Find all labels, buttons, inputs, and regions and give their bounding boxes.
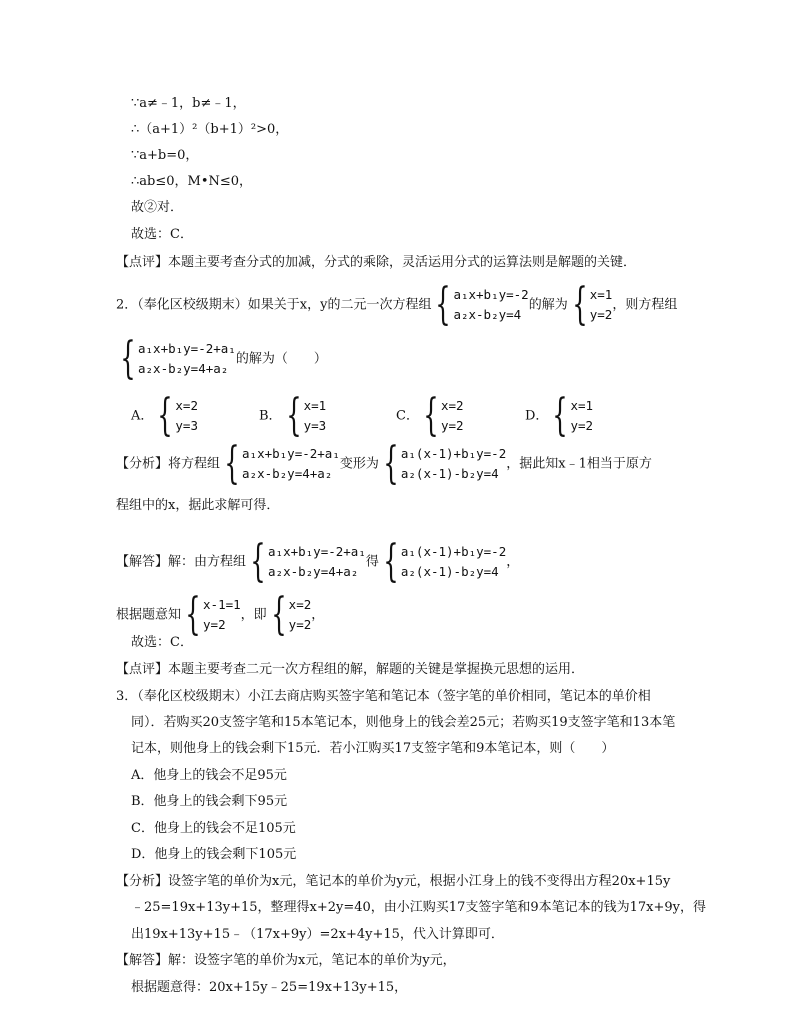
text: ，即	[240, 607, 267, 623]
equation: a₂x-b₂y=4	[453, 307, 522, 322]
analysis-line: 出19x+13y+15﹣（17x+9y）=2x+4y+15，代入计算即可．	[131, 927, 504, 942]
option-d: D． { x=1 y=2	[525, 390, 594, 441]
question-3-line: 记本，则他身上的钱会剩下15元．若小江购买17支签字笔和9本笔记本，则（ ）	[131, 741, 615, 756]
option-label: A．	[131, 408, 154, 424]
equation: x=1	[589, 287, 613, 302]
equation-system: { a₁x+b₁y=-2+a₁ a₂x-b₂y=4+a₂	[120, 333, 236, 384]
equation: x=1	[570, 398, 594, 413]
equation: a₂x-b₂y=4+a₂	[138, 361, 229, 376]
option-b: B． { x=1 y=3	[259, 390, 327, 441]
text: 根据题意知	[116, 607, 182, 623]
text-line: 故选：C．	[131, 635, 193, 650]
equation: a₂(x-1)-b₂y=4	[400, 466, 499, 481]
equation: a₂x-b₂y=4+a₂	[268, 564, 359, 579]
text: ，	[506, 554, 520, 570]
equation: x=2	[175, 398, 198, 413]
option-a: A． { x=2 y=3	[131, 390, 198, 441]
option-label: D．	[525, 408, 549, 424]
equation: y=2	[203, 617, 226, 632]
text-line: 故②对．	[131, 200, 184, 215]
text: 变形为	[339, 456, 379, 472]
equation: y=3	[303, 418, 327, 433]
text: 【分析】将方程组	[116, 456, 221, 472]
equation: a₁x+b₁y=-2	[453, 287, 529, 302]
question-3-line: 3．（奉化区校级期末）小江去商店购买签字笔和笔记本（签字笔的单价相同，笔记本的单价相	[116, 689, 651, 704]
analysis-line: ﹣25=19x+13y+15，整理得x+2y=40，由小江购买17支签字笔和9本笔记本的钱为17x+9y，得	[131, 900, 706, 915]
question-2-stem	[116, 279, 678, 330]
q2-ask: 的解为（ ）	[235, 351, 327, 367]
equation: a₂(x-1)-b₂y=4	[400, 564, 499, 579]
equation: y=2	[440, 418, 464, 433]
question-2-ask	[116, 333, 327, 384]
text-line: ∴ab≤0，M•N≤0，	[131, 174, 253, 189]
review-line: 【点评】本题主要考查二元一次方程组的解，解题的关键是掌握换元思想的运用．	[116, 662, 585, 677]
text-line: ∵a≠﹣1，b≠﹣1，	[131, 96, 246, 111]
text-line: ∴（a+1）²（b+1）²>0，	[131, 122, 289, 137]
analysis-line: 程组中的x，据此求解可得．	[116, 498, 280, 513]
equation: a₁x+b₁y=-2+a₁	[268, 544, 366, 559]
equation: a₁x+b₁y=-2+a₁	[242, 446, 340, 461]
option-c: C． { x=2 y=2	[396, 390, 464, 441]
q2-mid: 的解为	[528, 297, 568, 313]
equation: y=2	[288, 617, 312, 632]
review-line: 【点评】本题主要考查分式的加减，分式的乘除，灵活运用分式的运算法则是解题的关键．	[116, 255, 637, 270]
option-label: C．	[396, 408, 419, 424]
text: ，	[311, 607, 325, 623]
equation-system: { x=1 y=2	[572, 279, 613, 330]
option-a: A．他身上的钱会不足95元	[131, 768, 287, 783]
answer-line: 根据题意知 { x-1=1 y=2 ，即 { x=2 y=2 ，	[116, 589, 325, 640]
q2-tail: ，则方程组	[612, 297, 678, 313]
analysis-line: 【分析】将方程组 { a₁x+b₁y=-2+a₁ a₂x-b₂y=4+a₂ 变形为 { a₁(x-1)+b₁y=-2 a₂(x-1)-b₂y=4 ，据此知x﹣1相当于原方	[116, 438, 652, 489]
answer-line: 根据题意得：20x+15y﹣25=19x+13y+15，	[131, 980, 408, 995]
equation: x=1	[303, 398, 327, 413]
text: 【解答】解：由方程组	[116, 554, 247, 570]
answer-line: 【解答】解：设签字笔的单价为x元，笔记本的单价为y元，	[116, 953, 456, 968]
equation: y=3	[175, 418, 198, 433]
q2-intro: 2．（奉化区校级期末）如果关于x，y的二元一次方程组	[116, 297, 432, 313]
equation: a₁(x-1)+b₁y=-2	[400, 446, 507, 461]
option-d: D．他身上的钱会剩下105元	[131, 847, 297, 862]
answer-line: 【解答】解：由方程组 { a₁x+b₁y=-2+a₁ a₂x-b₂y=4+a₂ 得 { a₁(x-1)+b₁y=-2 a₂(x-1)-b₂y=4 ，	[116, 536, 520, 587]
text-line: 故选：C．	[131, 227, 193, 242]
equation: y=2	[570, 418, 594, 433]
text: ，据此知x﹣1相当于原方	[506, 456, 652, 472]
option-c: C．他身上的钱会不足105元	[131, 821, 296, 836]
equation: a₂x-b₂y=4+a₂	[242, 466, 333, 481]
equation: x=2	[288, 597, 312, 612]
text-line: ∵a+b=0，	[131, 148, 199, 163]
equation: x-1=1	[203, 597, 241, 612]
equation: a₁(x-1)+b₁y=-2	[400, 544, 507, 559]
equation: x=2	[440, 398, 464, 413]
option-b: B．他身上的钱会剩下95元	[131, 794, 288, 809]
analysis-line: 【分析】设签字笔的单价为x元，笔记本的单价为y元，根据小江身上的钱不变得出方程20x+15y	[116, 874, 671, 889]
option-label: B．	[259, 408, 282, 424]
question-3-line: 同）．若购买20支签字笔和15本笔记本，则他身上的钱会差25元；若购买19支签字笔和13本笔	[131, 715, 676, 730]
equation-system: { a₁x+b₁y=-2 a₂x-b₂y=4	[435, 279, 529, 330]
equation: y=2	[589, 307, 613, 322]
text: 得	[365, 554, 379, 570]
equation: a₁x+b₁y=-2+a₁	[138, 341, 236, 356]
